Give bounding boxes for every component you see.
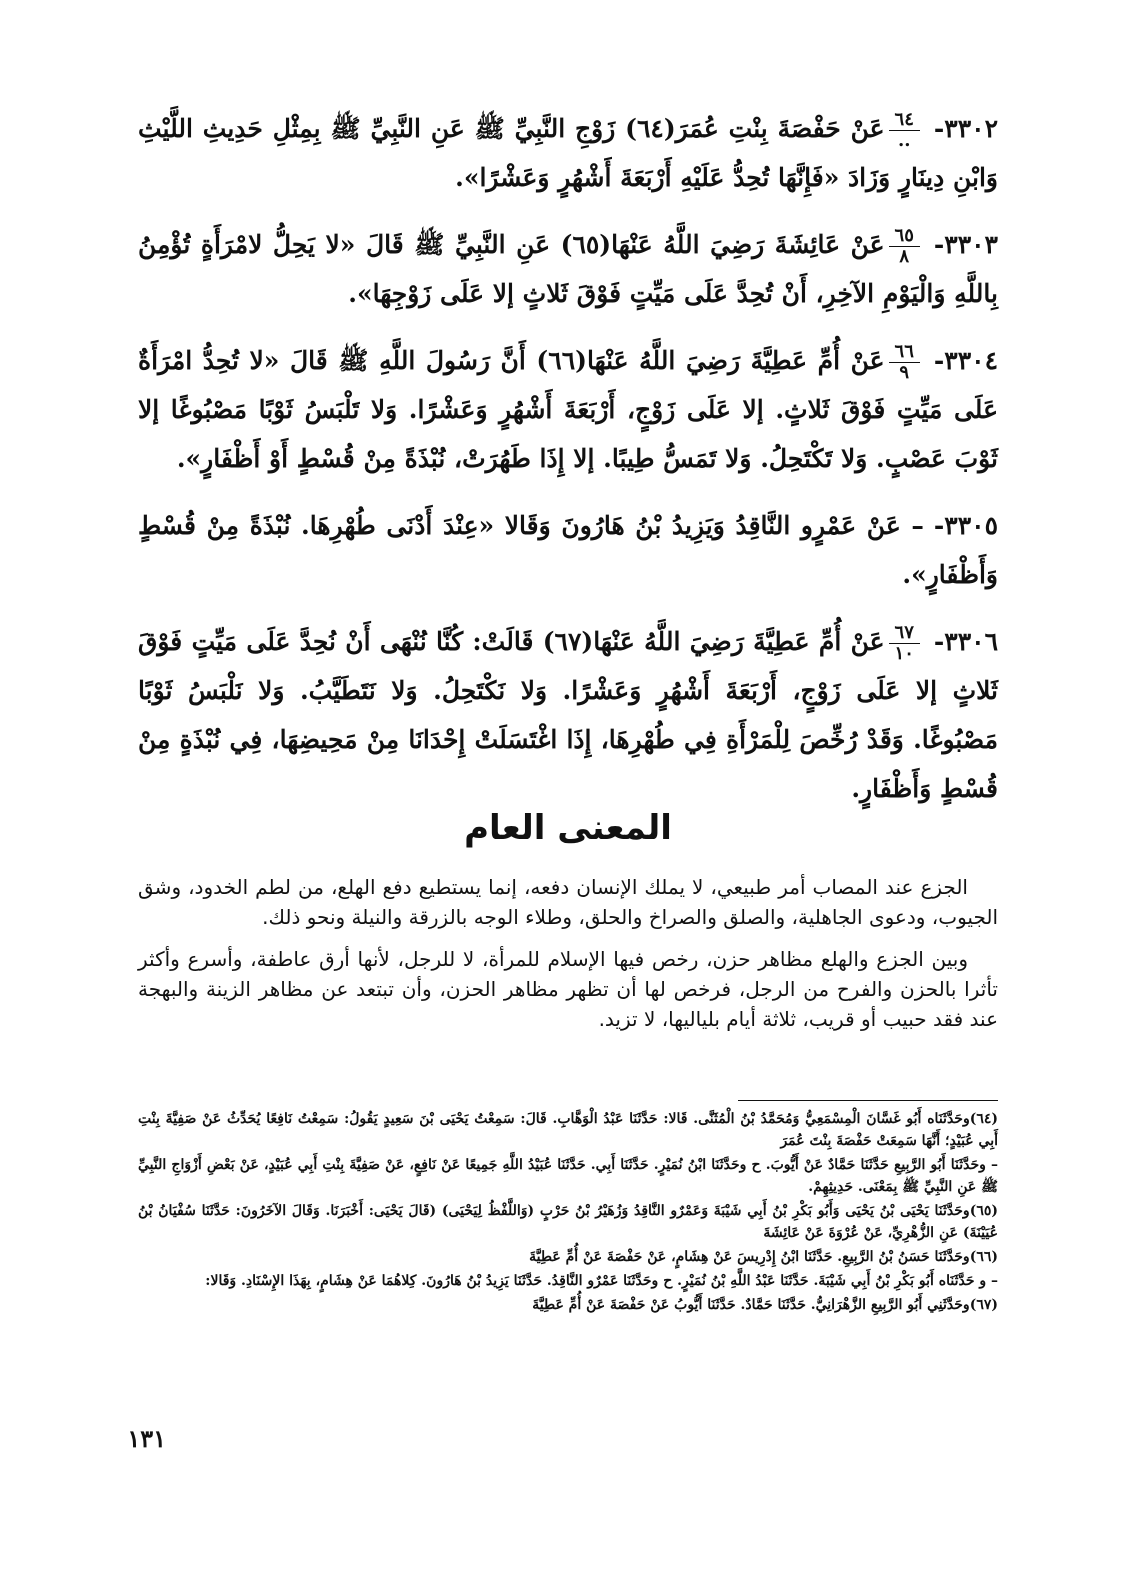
hadith-text: عَنْ عَائِشَةَ رَضِيَ اللَّهُ عَنْهَا(٦٥) عَنِ النَّبِيِّ ﷺ قَالَ «لا يَحِلُّ لامْرَأَةٍ تُؤْمِنُ بِاللَّهِ وَالْيَوْمِ الآخِرِ، أَنْ تُحِدَّ عَلَى مَيِّتٍ فَوْقَ ثَلاثٍ إلا عَلَى زَوْجِهَا». xyxy=(138,230,998,308)
hadith-text: عَنْ أُمِّ عَطِيَّةَ رَضِيَ اللَّهُ عَنْهَا(٦٦) أَنَّ رَسُولَ اللَّهِ ﷺ قَالَ «لا تُحِدُّ امْرَأَةٌ عَلَى مَيِّتٍ فَوْقَ ثَلاثٍ. إلا عَلَى زَوْجٍ، أَرْبَعَةَ أَشْهُرٍ وَعَشْرًا. وَلا تَلْبَسُ ثَوْبًا مَصْبُوغًا إلا ثَوْبَ عَصْبٍ. وَلا تَكْتَحِلُ. وَلا تَمَسُّ طِيبًا. إلا إِذَا طَهُرَتْ، نُبْذَةً مِنْ قُسْطٍ أَوْ أَظْفَارٍ». xyxy=(138,346,998,473)
commentary-paragraph: وبين الجزع والهلع مظاهر حزن، رخص فيها الإسلام للمرأة، لا للرجل، لأنها أرق عاطفة، وأسرع وأكثر تأثرا بالحزن والفرح من الرجل، فرخص لها أن تظهر مظاهر الحزن، وأن تبتعد عن مظاهر الزينة والبهجة عند فقد حبيب أو قريب، ثلاثة أيام بلياليها، لا تزيد. xyxy=(138,947,998,1031)
hadith-number: ٣٣٠٥- xyxy=(933,511,998,540)
hadith-fraction: $\frac{٦٥}{٨}$ xyxy=(889,226,920,267)
hadith-fraction: $\frac{٦٤}{..}$ xyxy=(889,110,920,151)
hadith-number: ٣٣٠٤- xyxy=(933,346,998,375)
footnote: (٦٤)وحَدَّثَنَاه أَبُو غَسَّانَ الْمِسْمَعِيُّ وَمُحَمَّدُ بْنُ الْمُثَنَّى. قَالا: حَدَّثَنَا عَبْدُ الْوَهَّابِ. قَالَ: سَمِعْتُ يَحْيَى بْنَ سَعِيدٍ يَقُولُ: سَمِعْتُ نَافِعًا يُحَدِّثُ عَنْ صَفِيَّةَ بِنْتِ أَبِي عُبَيْدٍ؛ أَنَّهَا سَمِعَتْ حَفْصَةَ بِنْتَ عُمَرَ xyxy=(138,1111,998,1149)
footnotes xyxy=(138,1108,998,1318)
hadith-text: – عَنْ عَمْرٍو النَّاقِدُ وَيَزِيدُ بْنُ هَارُونَ وَقَالا «عِنْدَ أَدْنَى طُهْرِهَا. نُبْذَةً مِنْ قُسْطٍ وَأَظْفَارٍ». xyxy=(138,511,998,589)
footnote-divider xyxy=(738,1100,998,1101)
hadith-number: ٣٣٠٦- xyxy=(933,627,998,656)
hadith-list xyxy=(138,104,998,831)
commentary-paragraph: الجزع عند المصاب أمر طبيعي، لا يملك الإنسان دفعه، إنما يستطيع دفع الهلع، من لطم الخدود، وشق الجيوب، ودعوى الجاهلية، والصلق والصراخ والحلق، وطلاء الوجه بالزرقة والنيلة ونحو ذلك. xyxy=(138,875,998,929)
hadith-number: ٣٣٠٢- xyxy=(933,114,998,143)
page-number: ١٣١ xyxy=(127,1424,166,1453)
hadith-3305 xyxy=(138,501,998,599)
hadith-3304 xyxy=(138,336,998,483)
hadith-3303 xyxy=(138,220,998,318)
hadith-fraction: $\frac{٦٦}{٩}$ xyxy=(889,342,920,383)
footnote: (٦٥)وحَدَّثَنَا يَحْيَى بْنُ يَحْيَى وَأَبُو بَكْرِ بْنُ أَبِي شَيْبَةَ وَعَمْرٌو النَّاقِدُ وَزُهَيْرُ بْنُ حَرْبٍ (وَاللَّفْظُ لِيَحْيَى) (قَالَ يَحْيَى: أَخْبَرَنَا. وَقَالَ الآخَرُونَ: حَدَّثَنَا سُفْيَانُ بْنُ عُيَيْنَةَ) عَنِ الزُّهْرِيِّ، عَنْ عُرْوَةَ عَنْ عَائِشَةَ xyxy=(138,1203,998,1241)
hadith-fraction: $\frac{٦٧}{١٠}$ xyxy=(889,623,920,664)
footnote: (٦٦)وحَدَّثَنَا حَسَنُ بْنُ الرَّبِيعِ. حَدَّثَنَا ابْنُ إِدْرِيسَ عَنْ هِشَامٍ، عَنْ حَفْصَةَ عَنْ أُمِّ عَطِيَّةَ xyxy=(529,1249,998,1265)
section-title: المعنى العام xyxy=(464,808,672,848)
hadith-text: عَنْ حَفْصَةَ بِنْتِ عُمَرَ(٦٤) زَوْجِ النَّبِيِّ ﷺ عَنِ النَّبِيِّ ﷺ بِمِثْلِ حَدِيثِ اللَّيْثِ وَابْنِ دِينَارٍ وَزَادَ «فَإِنَّهَا تُحِدُّ عَلَيْهِ أَرْبَعَةَ أَشْهُرٍ وَعَشْرًا». xyxy=(138,114,998,192)
commentary xyxy=(138,872,998,1046)
hadith-3306 xyxy=(138,617,998,813)
footnote: (٦٧)وحَدَّثَنِي أَبُو الرَّبِيعِ الزَّهْرَانِيُّ. حَدَّثَنَا حَمَّادٌ. حَدَّثَنَا أَيُّوبُ عَنْ حَفْصَةَ عَنْ أُمِّ عَطِيَّةَ xyxy=(532,1297,998,1313)
footnote: – و حَدَّثَنَاه أَبُو بَكْرِ بْنُ أَبِي شَيْبَةَ. حَدَّثَنَا عَبْدُ اللَّهِ بْنُ نُمَيْرٍ. ح وحَدَّثَنَا عَمْرٌو النَّاقِدُ. حَدَّثَنَا يَزِيدُ بْنُ هَارُونَ. كِلاهُمَا عَنْ هِشَامٍ، بِهَذَا الإِسْنَادِ. وَقَالا: xyxy=(205,1273,998,1289)
footnote: – وحَدَّثَنَا أَبُو الرَّبِيعِ حَدَّثَنَا حَمَّادٌ عَنْ أَيُّوبَ. ح وحَدَّثَنَا ابْنُ نُمَيْرٍ. حَدَّثَنَا أَبِي. حَدَّثَنَا عُبَيْدُ اللَّهِ جَمِيعًا عَنْ نَافِعٍ، عَنْ صَفِيَّةَ بِنْتِ أَبِي عُبَيْدٍ، عَنْ بَعْضِ أَزْوَاجِ النَّبِيِّ ﷺ عَنِ النَّبِيِّ ﷺ بِمَعْنَى. حَدِيثِهِمْ. xyxy=(138,1157,998,1195)
hadith-text: عَنْ أُمِّ عَطِيَّةَ رَضِيَ اللَّهُ عَنْهَا(٦٧) قَالَتْ: كُنَّا نُنْهَى أَنْ نُحِدَّ عَلَى مَيِّتٍ فَوْقَ ثَلاثٍ إلا عَلَى زَوْجٍ، أَرْبَعَةَ أَشْهُرٍ وَعَشْرًا. وَلا نَكْتَحِلُ. وَلا نَتَطَيَّبُ. وَلا نَلْبَسُ ثَوْبًا مَصْبُوغًا. وَقَدْ رُخِّصَ لِلْمَرْأَةِ فِي طُهْرِهَا، إِذَا اغْتَسَلَتْ إِحْدَانَا مِنْ مَحِيضِهَا، فِي نُبْذَةٍ مِنْ قُسْطٍ وَأَظْفَارٍ. xyxy=(138,627,998,803)
hadith-3302 xyxy=(138,104,998,202)
hadith-number: ٣٣٠٣- xyxy=(933,230,998,259)
